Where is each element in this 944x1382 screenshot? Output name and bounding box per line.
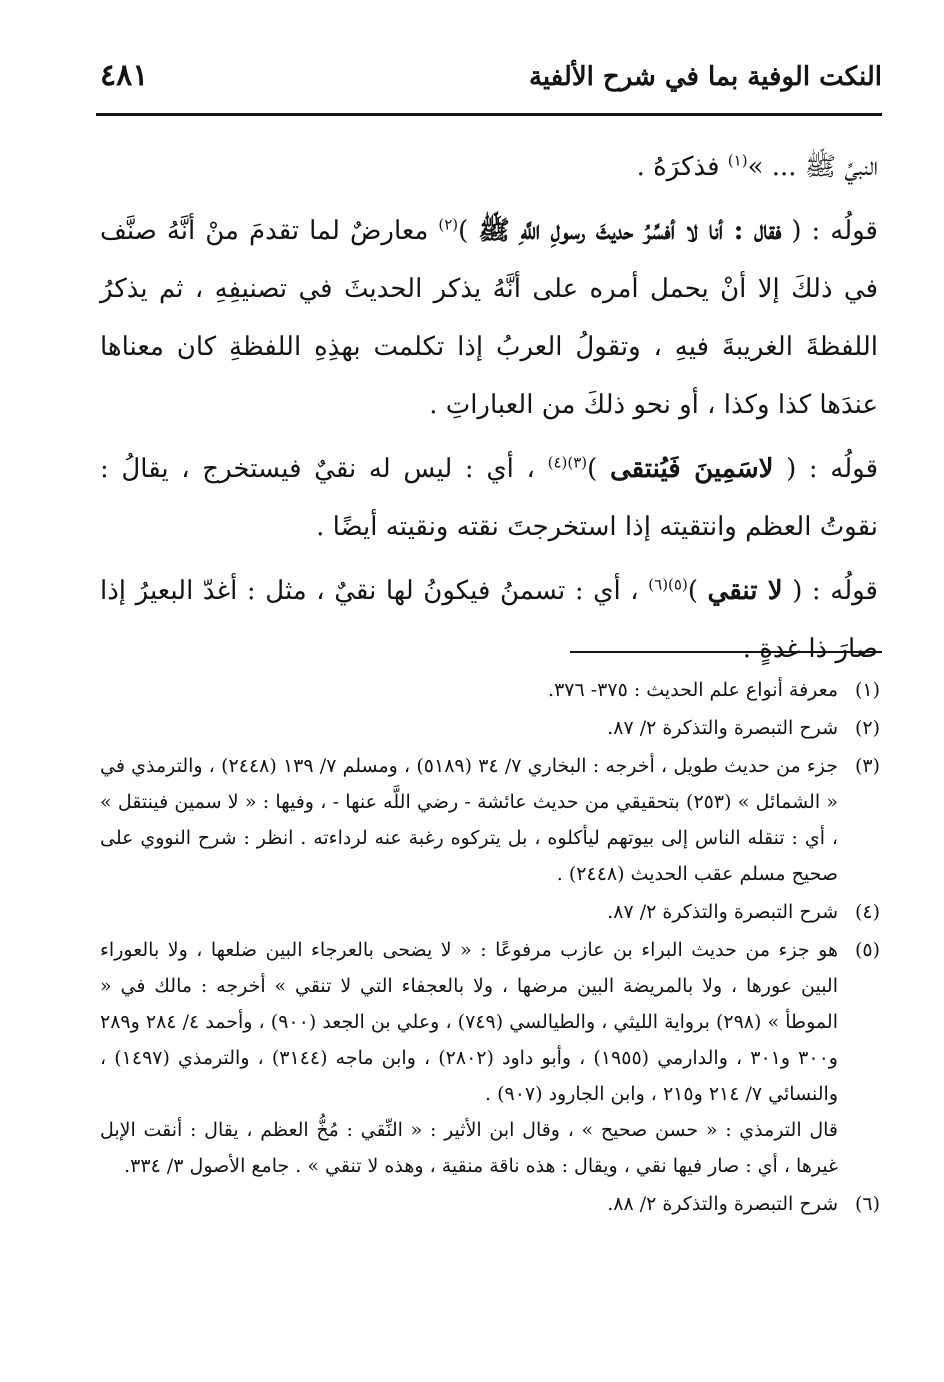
body-paragraph [100, 202, 878, 434]
header-title: النكت الوفية بما في شرح الألفية [528, 62, 882, 92]
footnote-text: شرح التبصرة والتذكرة ٢/ ٨٧. [607, 717, 838, 739]
quoted-lemma: لاسَمِينَ فَيُنتقى [609, 454, 774, 484]
body-text-run: قولُه : ( [781, 216, 878, 246]
body-text-run: قولُه : ( [782, 576, 878, 606]
footnote-text: شرح التبصرة والتذكرة ٢/ ٨٨. [607, 1193, 838, 1215]
body-text-run: معارضٌ لما تقدمَ منْ أنَّهُ صنَّف في ذلكَ إلا أنْ يحمل أمره على أنَّهُ يذكر الحديثَ في تصنيفِهِ ، ثم يذكرُ اللفظةَ الغريبةَ فيهِ ، وتقولُ العربُ إذا تكلمت بهذِهِ اللفظةِ كان معناها عندَها كذا وكذا ، أو نحو ذلكَ من العباراتِ . [100, 216, 878, 420]
body-text-run: فذكرَهُ . [636, 152, 728, 182]
footnote-reference: (٣)(٤) [547, 453, 588, 472]
footnote [100, 1186, 880, 1222]
main-text [100, 138, 878, 684]
footnote-separator [570, 651, 882, 653]
footnote [100, 932, 880, 1184]
footnote-text: معرفة أنواع علم الحديث : ٣٧٥- ٣٧٦. [548, 679, 838, 701]
footnote-reference: (٢) [438, 215, 459, 234]
body-paragraph [100, 562, 878, 678]
body-text-run: ) [587, 454, 610, 484]
body-text-run: ) [687, 576, 708, 606]
body-paragraph [100, 440, 878, 556]
footnote-text: قال الترمذي : « حسن صحيح » ، وقال ابن الأثير : « النِّقي : مُخُّ العظم ، يقال : أنقت الإبل غيرها ، أي : صار فيها نقي ، ويقال : هذه ناقة منقية ، وهذه لا تنقي » . جامع الأصول ٣/ ٣٣٤. [100, 1119, 838, 1177]
body-paragraph [100, 138, 878, 196]
footnote [100, 894, 880, 930]
footnote-reference: (٥)(٦) [648, 575, 688, 594]
footnote-number: (٦) [854, 1193, 880, 1215]
footnote-number: (١) [854, 679, 880, 701]
body-text-run: ، أي : ليس له نقيٌ فيستخرج ، يقالُ : نقوتُ العظم وانتقيته إذا استخرجتَ نقته ونقيته أيضًا . [100, 454, 878, 542]
page-number: ٤٨١ [100, 58, 149, 93]
footnote-text: هو جزء من حديث البراء بن عازب مرفوعًا : « لا يضحى بالعرجاء البين ضلعها ، ولا بالعوراء البين عورها ، ولا بالمريضة البين مرضها ، ولا بالعجفاء التي لا تنقي » أخرجه : مالك في « الموطأ » (٢٩٨) برواية الليثي ، والطيالسي (٧٤٩) ، وعلي بن الجعد (٩٠٠) ، وأحمد ٤/ ٢٨٤ و٢٨٩ و٣٠٠ و٣٠١ ، والدارمي (١٩٥٥) ، وأبو داود (٢٨٠٢) ، وابن ماجه (٣١٤٤) ، والترمذي (١٤٩٧) ، والنسائي ٧/ ٢١٤ و٢١٥ ، وابن الجارود (٩٠٧) . [100, 939, 838, 1105]
footnote [100, 710, 880, 746]
footnote-number: (٣) [854, 755, 880, 777]
footnote-reference: (١) [727, 151, 748, 170]
footnote-text: جزء من حديث طويل ، أخرجه : البخاري ٧/ ٣٤ (٥١٨٩) ، ومسلم ٧/ ١٣٩ (٢٤٤٨) ، والترمذي في « الشمائل » (٢٥٣) بتحقيقي من حديث عائشة - رضي اللَّه عنها - ، وفيها : « لا سمين فينتقل » ، أي : تنقله الناس إلى بيوتهم ليأكلوه ، بل يتركوه رغبة عنه لرداءته . انظر : شرح النووي على صحيح مسلم عقب الحديث (٢٤٤٨) . [100, 755, 838, 885]
running-header [96, 56, 882, 106]
footnote-number: (٢) [854, 717, 880, 739]
footnote [100, 748, 880, 892]
body-text-run: ، أي : تسمنُ فيكونُ لها نقيٌ ، مثل : أغدّ البعيرُ إذا صارَ ذا غدةٍ . [100, 576, 878, 664]
footnote-text: شرح التبصرة والتذكرة ٢/ ٨٧. [607, 901, 838, 923]
footnote-number: (٥) [854, 939, 880, 961]
body-text-run: ) [458, 216, 479, 246]
footnote [100, 672, 880, 708]
body-text-run: قولُه : ( [773, 454, 879, 484]
body-text-run: النبيِّ ﷺ ... » [747, 152, 878, 182]
footnote-number: (٤) [854, 901, 880, 923]
quoted-lemma: لا تنقي [707, 576, 783, 606]
quoted-lemma: فقال : أنا لا أفسِّرُ حديثَ رسولِ اللَّهِ ﷺ [478, 216, 782, 246]
footnotes [100, 672, 880, 1224]
header-rule [96, 113, 882, 116]
